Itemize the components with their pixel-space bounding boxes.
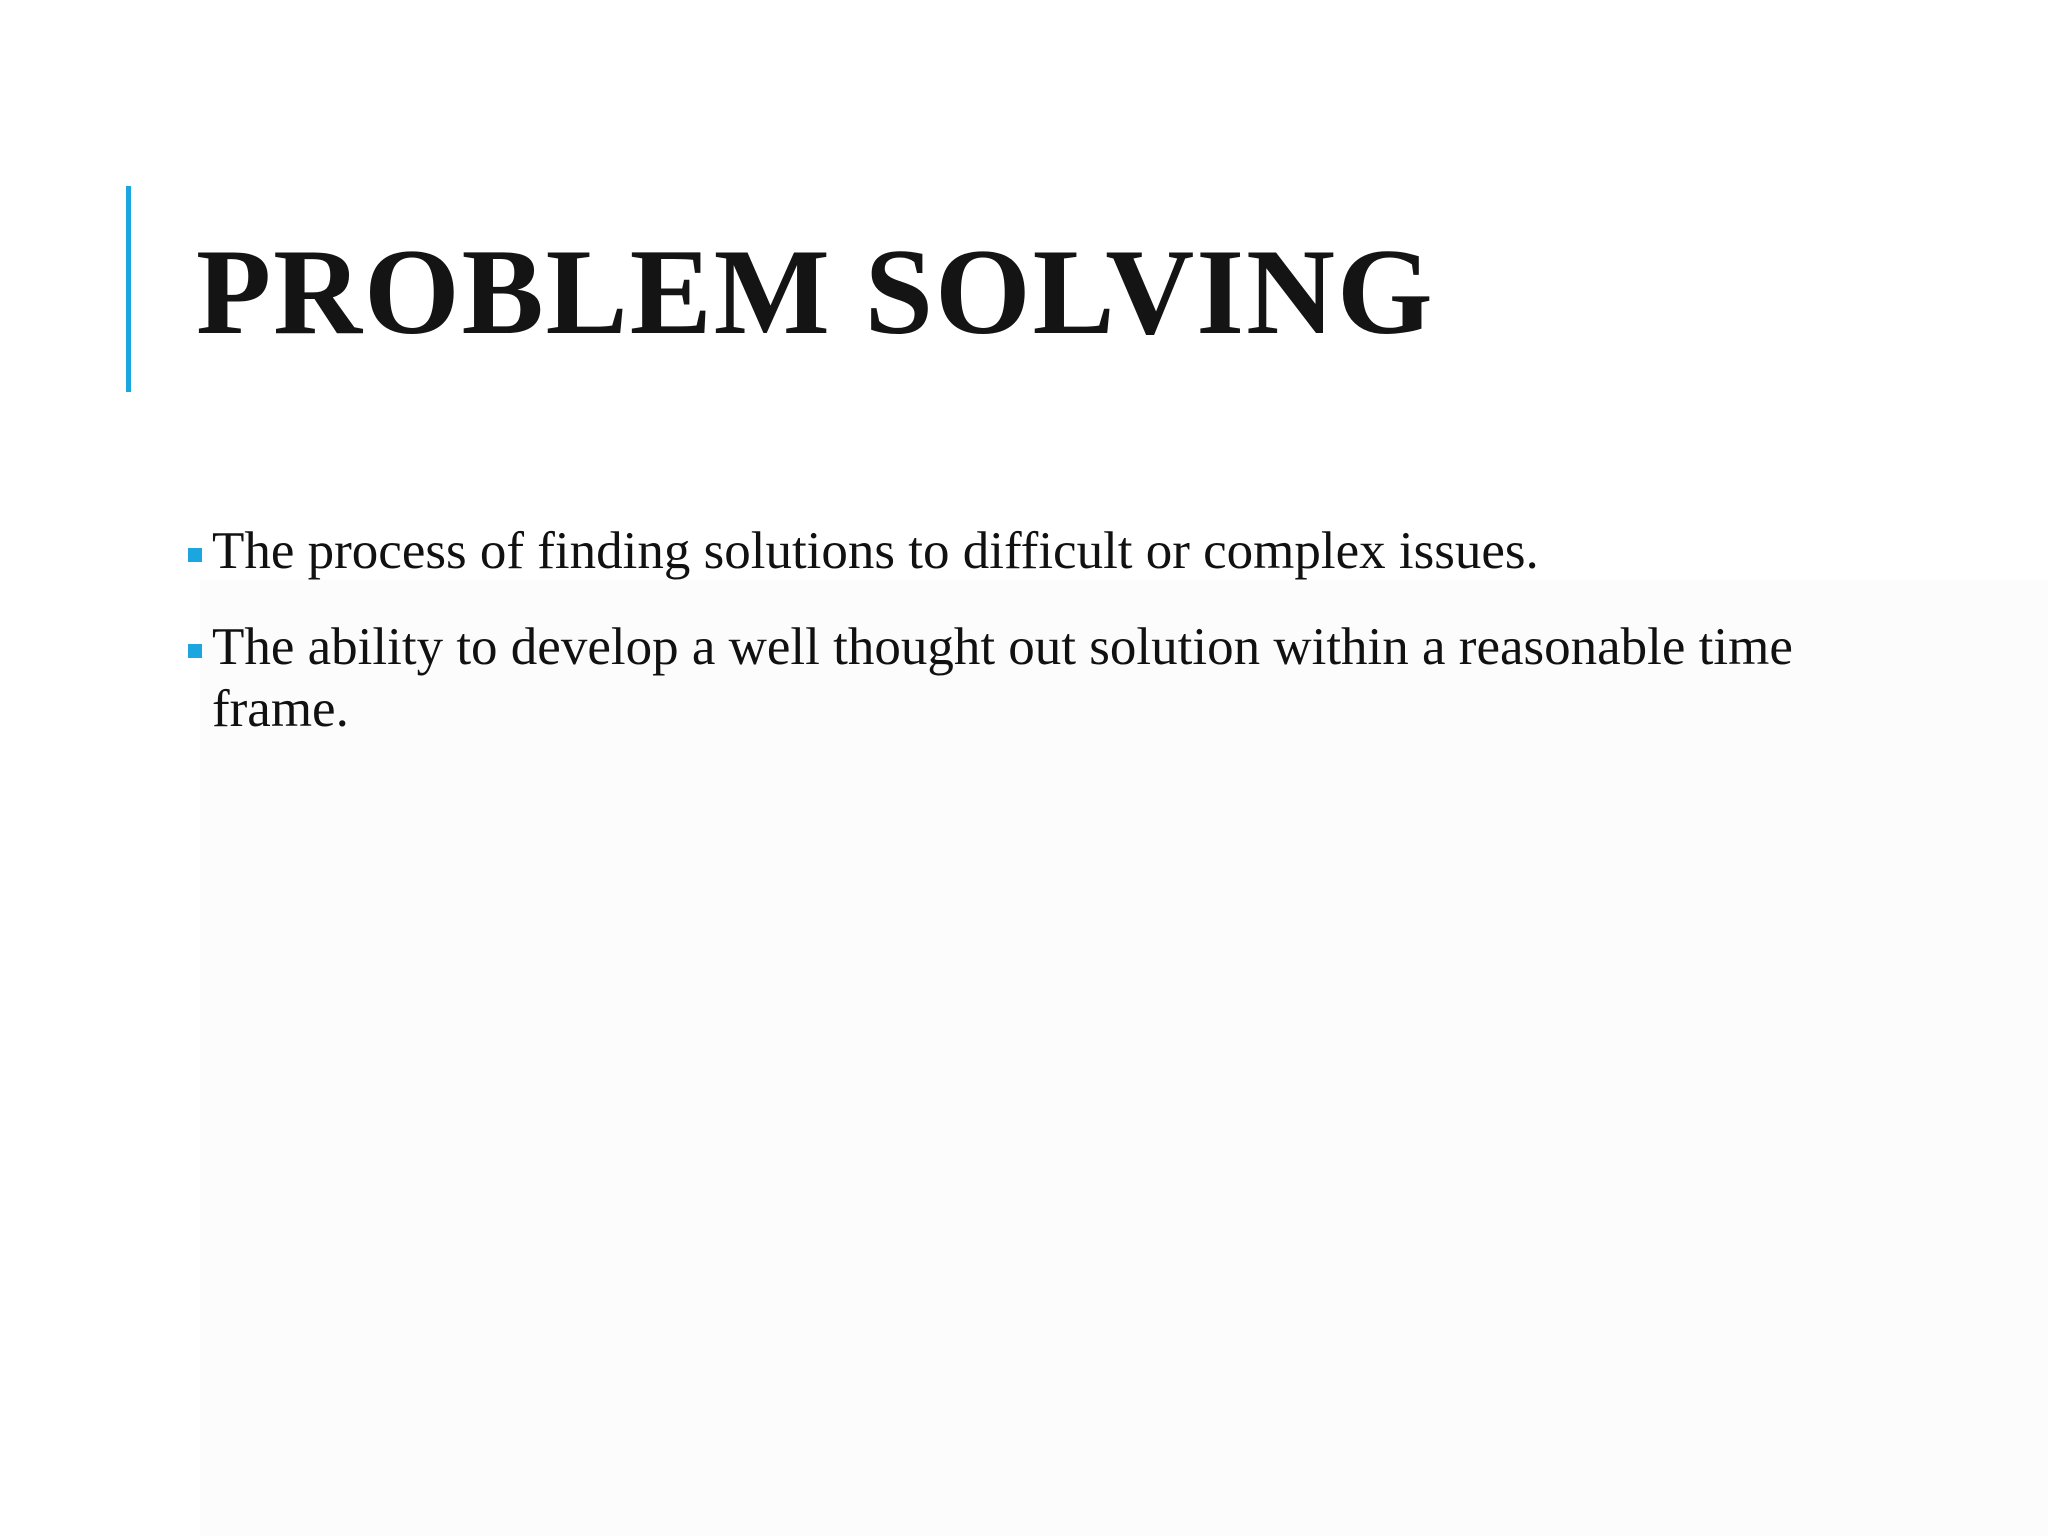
slide-title: PROBLEM SOLVING <box>196 223 1435 360</box>
square-bullet-icon <box>188 644 202 658</box>
square-bullet-icon <box>188 548 202 562</box>
bullet-text: The ability to develop a well thought out solution within a reasonable time frame. <box>212 618 1793 738</box>
bullet-text: The process of finding solutions to difficult or complex issues. <box>212 522 1539 580</box>
bullet-item <box>186 616 1846 740</box>
title-accent-bar <box>126 186 131 392</box>
bullet-item <box>186 520 1846 582</box>
bullet-list <box>186 520 1846 774</box>
